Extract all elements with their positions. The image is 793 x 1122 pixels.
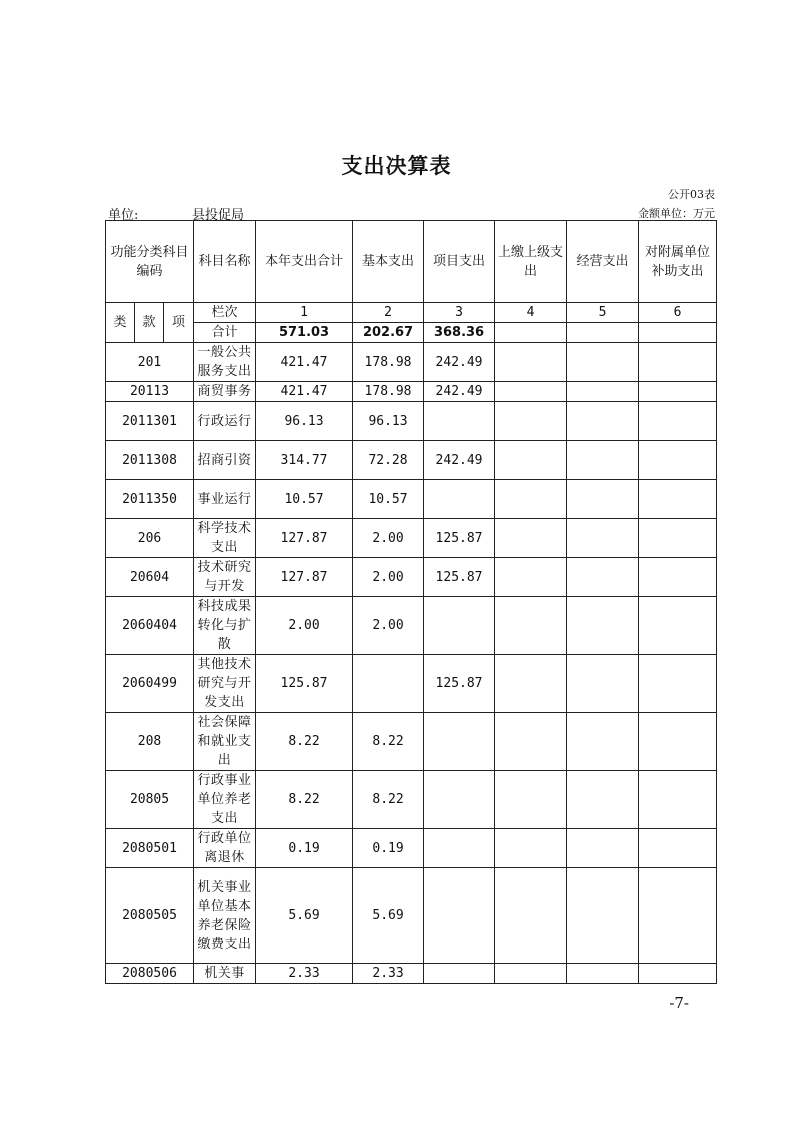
row-upper [495,964,567,984]
unit-name: 县投促局 [192,208,245,223]
row-project: 125.87 [424,519,495,558]
table-row [106,829,717,868]
row-name: 招商引资 [194,441,256,480]
header-row [106,221,717,303]
header-xiang: 项 [164,303,194,343]
column-number-row [106,303,717,323]
column-label: 栏次 [194,303,256,323]
row-name: 一般公共服务支出 [194,343,256,382]
amount-unit: 金额单位：万元 [638,207,715,220]
row-total: 96.13 [256,402,353,441]
page-title: 支出决算表 [341,154,452,178]
row-business [567,655,639,713]
row-upper [495,441,567,480]
row-name: 行政运行 [194,402,256,441]
row-project [424,713,495,771]
table-row [106,480,717,519]
row-basic: 178.98 [353,343,424,382]
summary-row [106,323,717,343]
row-upper [495,868,567,964]
row-basic: 2.33 [353,964,424,984]
row-total: 8.22 [256,713,353,771]
row-name: 商贸事务 [194,382,256,402]
row-business [567,713,639,771]
row-code: 20113 [106,382,194,402]
row-total: 127.87 [256,519,353,558]
row-total: 2.00 [256,597,353,655]
row-code: 2011301 [106,402,194,441]
row-code: 2080505 [106,868,194,964]
table-row [106,597,717,655]
row-code: 2080506 [106,964,194,984]
column-number-project: 3 [424,303,495,323]
row-total: 127.87 [256,558,353,597]
table-row [106,655,717,713]
row-basic [353,655,424,713]
expenditure-table [105,220,717,984]
row-business [567,402,639,441]
row-business [567,382,639,402]
row-project: 242.49 [424,441,495,480]
row-upper [495,480,567,519]
row-business [567,519,639,558]
row-name: 机关事业单位基本养老保险缴费支出 [194,868,256,964]
row-name: 技术研究与开发 [194,558,256,597]
header-kuan: 款 [135,303,164,343]
row-basic: 0.19 [353,829,424,868]
row-total: 5.69 [256,868,353,964]
table-row [106,343,717,382]
row-upper [495,402,567,441]
row-subsidiary [639,343,717,382]
header-project: 项目支出 [424,221,495,303]
summary-subsidiary [639,323,717,343]
row-subsidiary [639,441,717,480]
row-basic: 2.00 [353,519,424,558]
table-row [106,558,717,597]
summary-project: 368.36 [424,323,495,343]
row-upper [495,558,567,597]
row-code: 2060499 [106,655,194,713]
row-subsidiary [639,771,717,829]
row-upper [495,771,567,829]
row-subsidiary [639,868,717,964]
row-name: 事业运行 [194,480,256,519]
row-basic: 8.22 [353,713,424,771]
row-name: 行政事业单位养老支出 [194,771,256,829]
row-business [567,868,639,964]
row-total: 421.47 [256,343,353,382]
row-subsidiary [639,829,717,868]
row-subsidiary [639,402,717,441]
column-number-subsidiary: 6 [639,303,717,323]
table-row [106,713,717,771]
row-basic: 10.57 [353,480,424,519]
row-basic: 96.13 [353,402,424,441]
row-project [424,964,495,984]
row-business [567,771,639,829]
header-basic: 基本支出 [353,221,424,303]
row-business [567,441,639,480]
row-total: 10.57 [256,480,353,519]
row-name: 社会保障和就业支出 [194,713,256,771]
header-upper: 上缴上级支出 [495,221,567,303]
table-row [106,519,717,558]
row-total: 421.47 [256,382,353,402]
row-code: 2060404 [106,597,194,655]
row-code: 2011350 [106,480,194,519]
table-row [106,964,717,984]
row-business [567,343,639,382]
row-basic: 178.98 [353,382,424,402]
row-upper [495,655,567,713]
row-basic: 2.00 [353,558,424,597]
row-upper [495,597,567,655]
row-code: 208 [106,713,194,771]
row-code: 206 [106,519,194,558]
row-code: 2080501 [106,829,194,868]
row-basic: 72.28 [353,441,424,480]
header-total: 本年支出合计 [256,221,353,303]
row-upper [495,519,567,558]
row-basic: 2.00 [353,597,424,655]
summary-upper [495,323,567,343]
row-business [567,558,639,597]
row-subsidiary [639,558,717,597]
header-lei: 类 [106,303,135,343]
row-total: 0.19 [256,829,353,868]
row-name: 机关事 [194,964,256,984]
row-project: 125.87 [424,655,495,713]
row-subsidiary [639,519,717,558]
column-number-basic: 2 [353,303,424,323]
row-business [567,964,639,984]
row-project: 242.49 [424,382,495,402]
row-name: 科学技术支出 [194,519,256,558]
row-name: 行政单位离退休 [194,829,256,868]
row-total: 2.33 [256,964,353,984]
row-project [424,597,495,655]
unit-label: 单位: [108,208,139,223]
row-subsidiary [639,655,717,713]
header-subsidiary: 对附属单位补助支出 [639,221,717,303]
column-number-upper: 4 [495,303,567,323]
table-row [106,441,717,480]
row-project [424,771,495,829]
row-project [424,402,495,441]
row-upper [495,382,567,402]
row-project [424,868,495,964]
form-number: 公开03表 [668,188,715,201]
row-subsidiary [639,713,717,771]
summary-label: 合计 [194,323,256,343]
page-number: -7- [669,994,689,1012]
row-project [424,480,495,519]
row-upper [495,343,567,382]
table-row [106,771,717,829]
table-row [106,868,717,964]
row-business [567,480,639,519]
header-business: 经营支出 [567,221,639,303]
row-code: 20805 [106,771,194,829]
header-name: 科目名称 [194,221,256,303]
row-code: 201 [106,343,194,382]
row-basic: 8.22 [353,771,424,829]
row-project [424,829,495,868]
row-upper [495,713,567,771]
row-code: 20604 [106,558,194,597]
summary-total: 571.03 [256,323,353,343]
row-subsidiary [639,480,717,519]
row-business [567,829,639,868]
summary-basic: 202.67 [353,323,424,343]
row-code: 2011308 [106,441,194,480]
row-subsidiary [639,382,717,402]
table-row [106,402,717,441]
column-number-total: 1 [256,303,353,323]
row-subsidiary [639,597,717,655]
row-total: 125.87 [256,655,353,713]
row-business [567,597,639,655]
row-subsidiary [639,964,717,984]
row-total: 8.22 [256,771,353,829]
summary-business [567,323,639,343]
header-code: 功能分类科目编码 [106,221,194,303]
row-upper [495,829,567,868]
row-basic: 5.69 [353,868,424,964]
column-number-business: 5 [567,303,639,323]
row-name: 其他技术研究与开发支出 [194,655,256,713]
row-total: 314.77 [256,441,353,480]
row-project: 242.49 [424,343,495,382]
row-name: 科技成果转化与扩散 [194,597,256,655]
table-row [106,382,717,402]
row-project: 125.87 [424,558,495,597]
